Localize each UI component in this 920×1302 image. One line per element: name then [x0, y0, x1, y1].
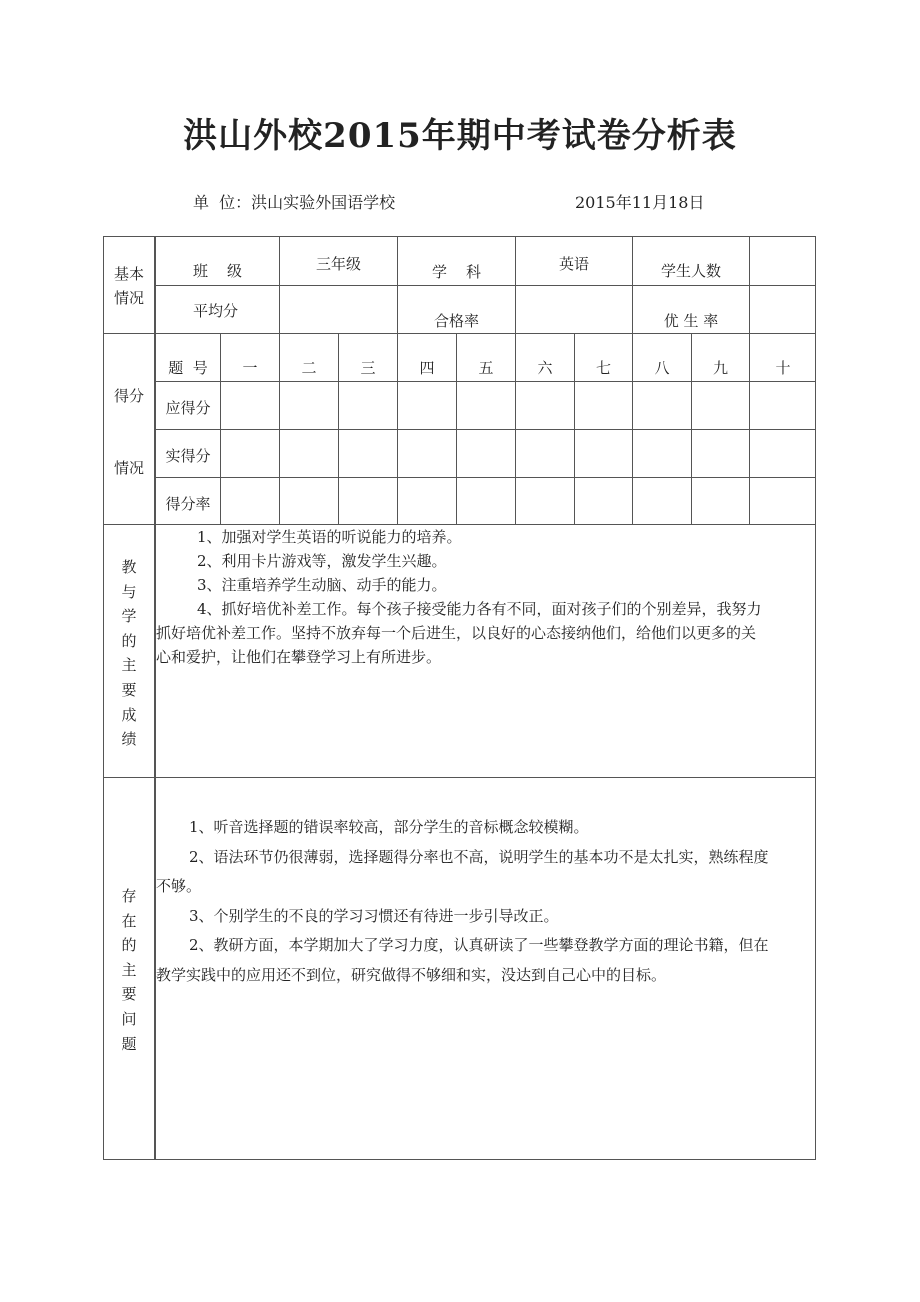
grid-line — [279, 236, 280, 333]
question-number: 二 — [301, 359, 317, 377]
question-number: 五 — [478, 359, 494, 377]
vertical-label-char: 要 — [121, 985, 137, 1004]
grid-line — [749, 236, 750, 333]
problems-section-label — [117, 884, 141, 1056]
vertical-label-char: 绩 — [121, 730, 137, 749]
question-number: 六 — [537, 359, 553, 377]
document-title: 洪山外校2015年期中考试卷分析表 — [183, 116, 737, 156]
vertical-label-char: 要 — [121, 680, 137, 699]
grid-line — [155, 429, 816, 430]
class-label: 班 级 — [192, 262, 243, 280]
basic-section-label: 基本 情况 — [113, 265, 144, 307]
vertical-label-char: 成 — [121, 705, 137, 724]
excellent-rate-label: 优 生 率 — [663, 312, 719, 330]
problem-line: 1、听音选择题的错误率较高，部分学生的音标概念较模糊。 — [189, 818, 589, 836]
grid-line — [515, 236, 516, 333]
grid-line — [103, 333, 816, 334]
achievement-line: 2、利用卡片游戏等，激发学生兴趣。 — [197, 552, 447, 570]
problem-line: 不够。 — [156, 877, 202, 896]
problem-line: 教学实践中的应用还不到位，研究做得不够细和实，没达到自己心中的目标。 — [156, 965, 667, 984]
vertical-label-char: 学 — [121, 607, 137, 626]
vertical-label-char: 的 — [121, 936, 137, 955]
problems-text — [158, 813, 813, 991]
avg-label: 平均分 — [193, 302, 239, 320]
vertical-label-char: 在 — [121, 911, 137, 930]
vertical-label-char: 的 — [121, 631, 137, 650]
achievement-line: 1、加强对学生英语的听说能力的培养。 — [197, 528, 462, 546]
grid-line — [103, 777, 816, 778]
vertical-label-char: 与 — [121, 582, 137, 601]
grid-line — [155, 381, 816, 382]
question-number: 一 — [242, 359, 258, 377]
students-label: 学生人数 — [660, 262, 721, 280]
question-number: 四 — [419, 359, 435, 377]
achievement-line: 心和爱护，让他们在攀登学习上有所进步。 — [156, 648, 442, 666]
vertical-label-char: 主 — [121, 656, 137, 675]
question-number: 十 — [775, 359, 791, 377]
vertical-label-char: 问 — [121, 1009, 137, 1028]
achievement-line: 4、抓好培优补差工作。每个孩子接受能力各有不同，面对孩子们的个别差异，我努力 — [197, 600, 762, 618]
question-number: 九 — [712, 359, 728, 377]
problem-line: 2、教研方面，本学期加大了学习力度，认真研读了一些攀登教学方面的理论书籍，但在 — [189, 936, 769, 955]
question-number: 三 — [360, 359, 376, 377]
school-unit-line: 单 位：洪山实验外国语学校 — [193, 193, 396, 212]
score-section-label-bottom: 情况 — [113, 459, 144, 477]
question-number: 八 — [654, 359, 670, 377]
achievement-line: 抓好培优补差工作。坚持不放弃每一个后进生，以良好的心态接纳他们，给他们以更多的关 — [156, 624, 757, 642]
date-line: 2015年11月18日 — [575, 193, 705, 212]
subject-value: 英语 — [558, 255, 589, 273]
question-number: 七 — [595, 359, 611, 377]
expected-score-label: 应得分 — [165, 399, 211, 417]
problem-line: 2、语法环节仍很薄弱，选择题得分率也不高，说明学生的基本功不是太扎实，熟练程度 — [189, 847, 769, 866]
vertical-label-char: 教 — [121, 558, 137, 576]
achievements-text — [158, 525, 813, 669]
subject-label: 学 科 — [431, 263, 482, 281]
score-section-label-top: 得分 — [113, 387, 144, 405]
vertical-label-char: 存 — [121, 887, 137, 905]
vertical-label-char: 题 — [121, 1034, 137, 1053]
vertical-label-char: 主 — [121, 960, 137, 979]
problem-line: 3、个别学生的不良的学习习惯还有待进一步引导改正。 — [189, 906, 559, 925]
question-number-header: 题 号 — [168, 359, 208, 377]
score-rate-label: 得分率 — [165, 495, 211, 513]
class-value: 三年级 — [315, 255, 361, 273]
grid-line — [155, 477, 816, 478]
grid-line — [155, 285, 816, 286]
achievements-section-label — [117, 555, 141, 752]
pass-rate-label: 合格率 — [433, 312, 479, 330]
actual-score-label: 实得分 — [165, 447, 211, 465]
achievement-line: 3、注重培养学生动脑、动手的能力。 — [197, 576, 447, 594]
